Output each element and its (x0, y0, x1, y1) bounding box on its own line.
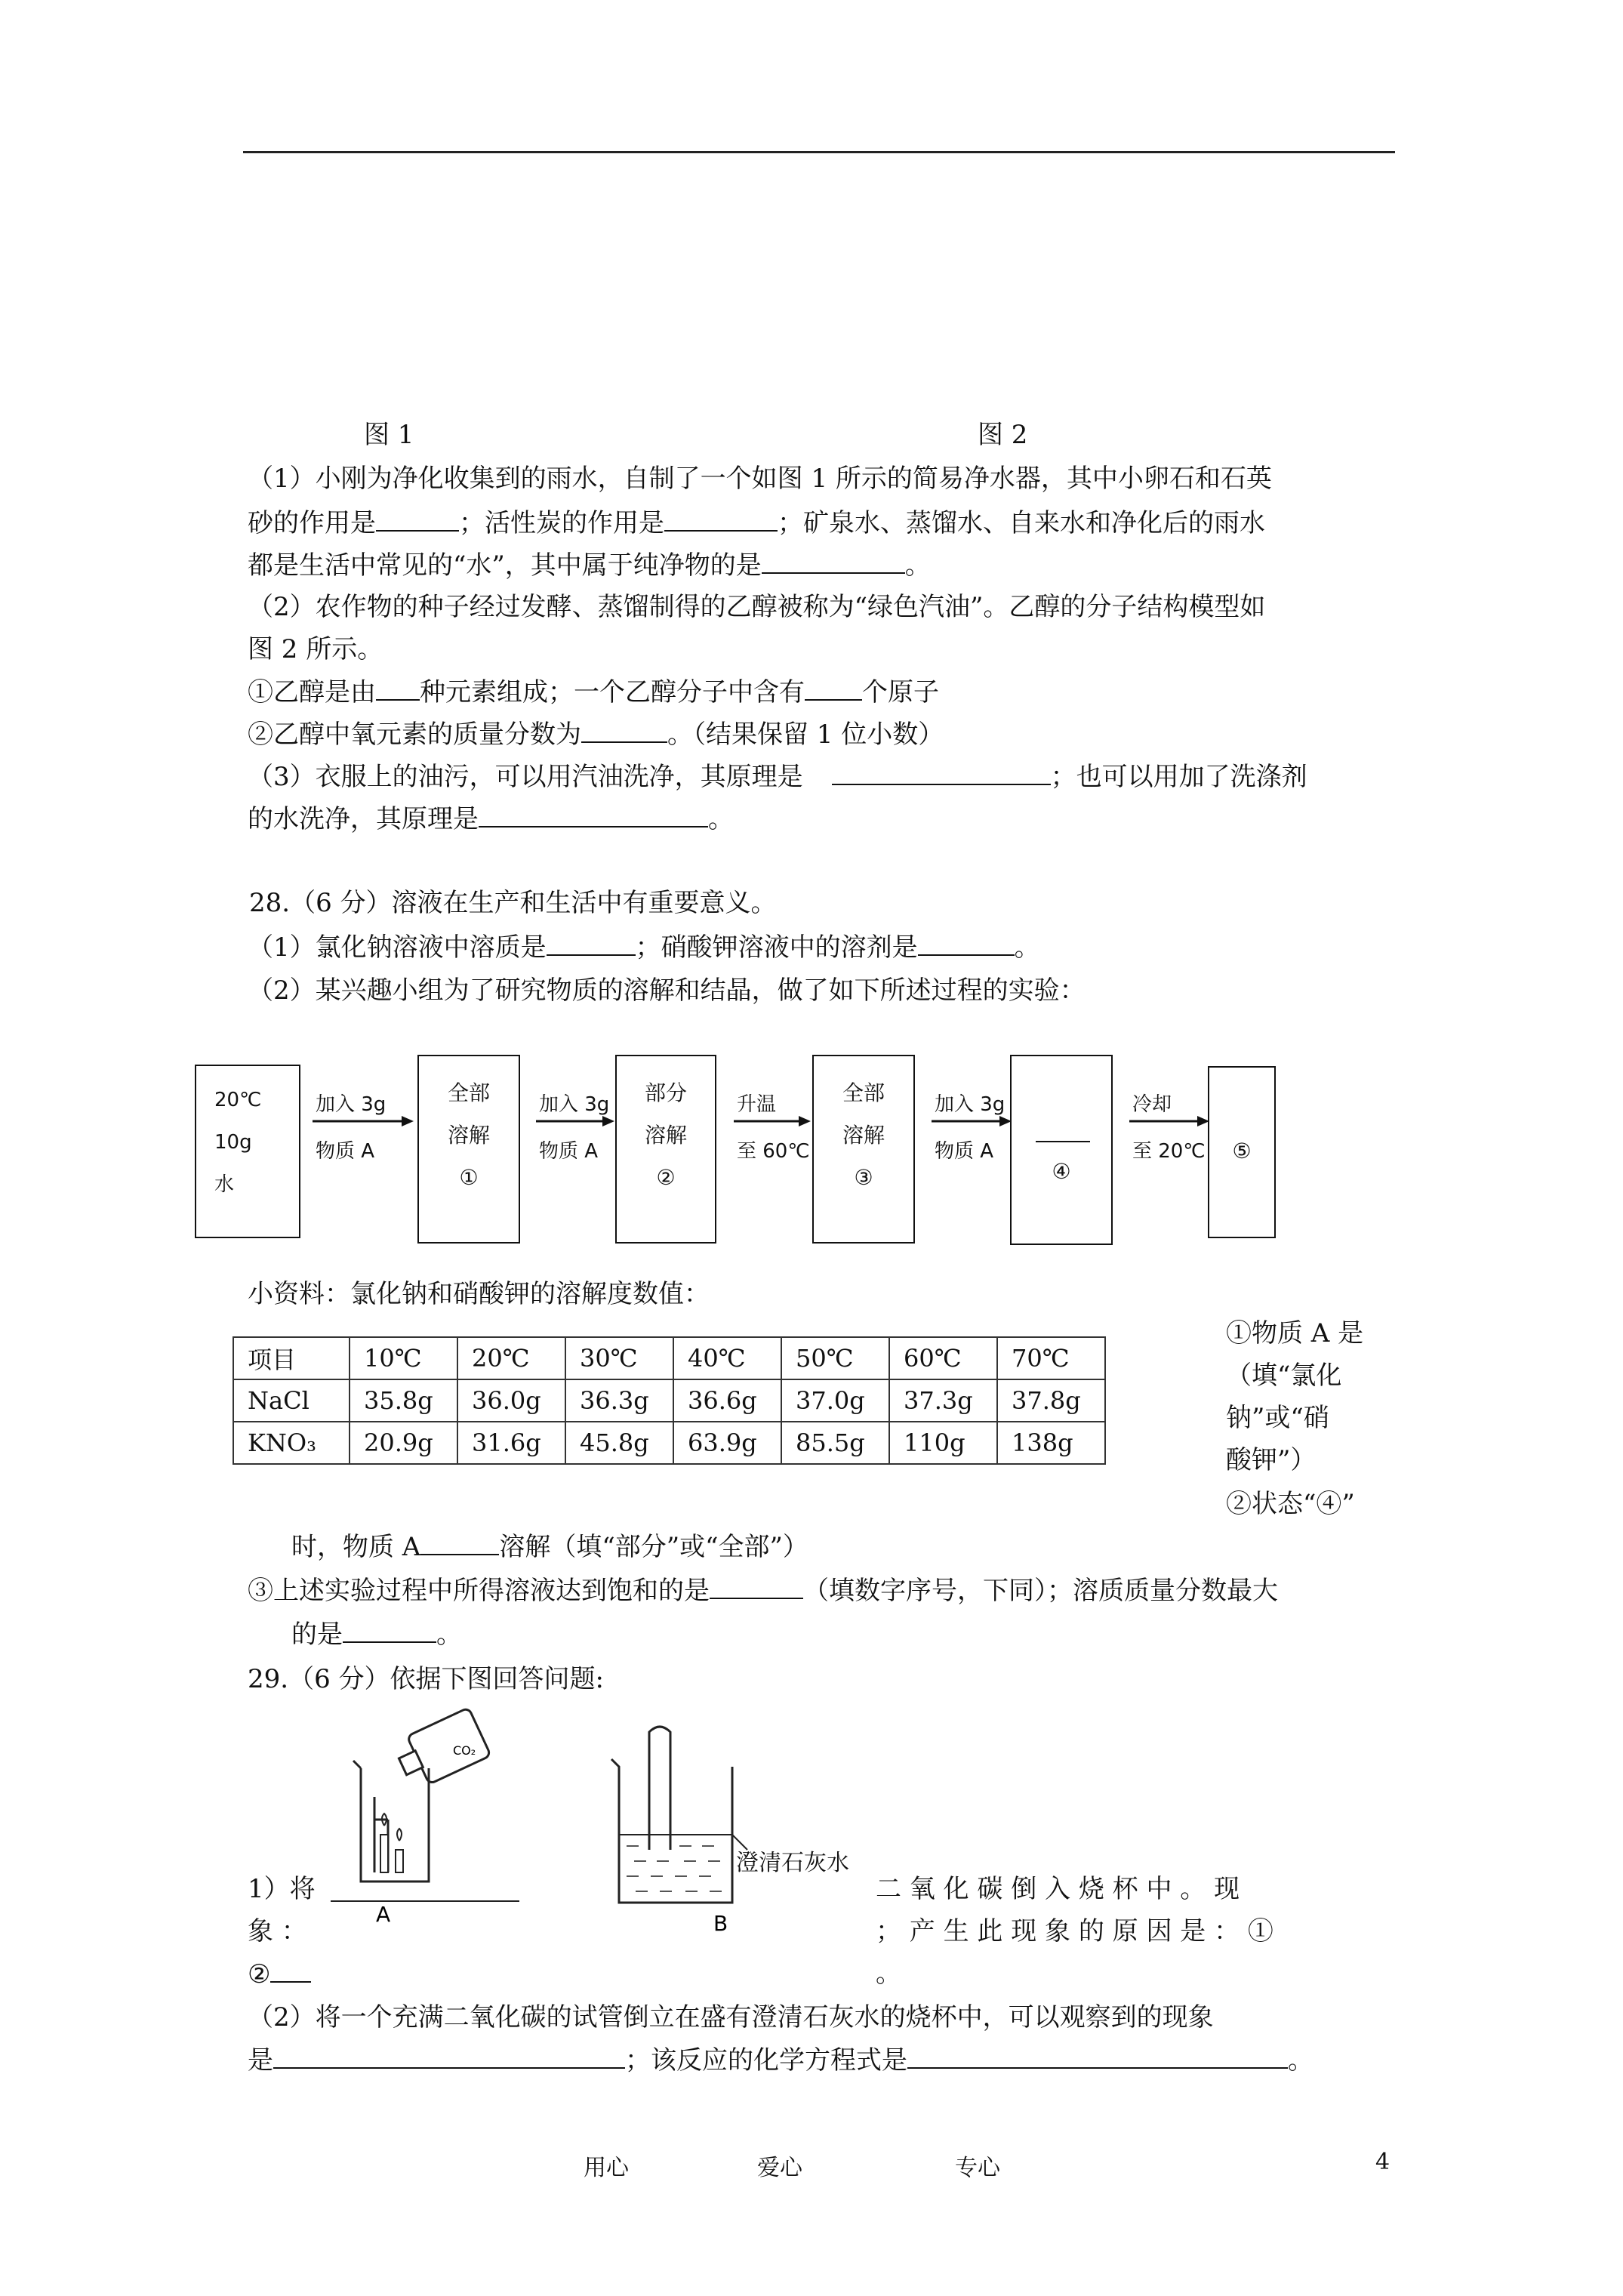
q28-p1: （1）氯化钠溶液中溶质是 ；硝酸钾溶液中的溶剂是 。 (248, 932, 1040, 963)
table-cell: 70℃ (997, 1337, 1105, 1379)
flow-arrow-5-bottom: 至 20℃ (1132, 1140, 1206, 1163)
arrow-right-icon (732, 1114, 815, 1129)
answer-blank[interactable] (832, 761, 1051, 785)
q28-title: 28.（6 分）溶液在生产和生活中有重要意义。 (249, 888, 777, 918)
table-cell: 37.8g (997, 1379, 1105, 1422)
figure-b-label: B (713, 1911, 728, 1933)
table-cell: KNO₃ (233, 1422, 350, 1464)
q28-q3-line1: ③上述实验过程中所得溶液达到饱和的是 （填数字序号，下同）；溶质质量分数最大 (248, 1576, 1278, 1606)
table-cell: 37.0g (781, 1379, 889, 1422)
limewater-label: 澄清石灰水 (736, 1850, 849, 1876)
table-cell: 35.8g (350, 1379, 457, 1422)
table-cell: 60℃ (889, 1337, 997, 1379)
answer-blank[interactable] (805, 676, 862, 701)
flow-box-3: 全部 溶解 ③ (812, 1055, 915, 1244)
table-cell: 85.5g (781, 1422, 889, 1464)
flow-box-4: ④ (1010, 1055, 1113, 1245)
answer-blank[interactable] (664, 507, 778, 532)
answer-blank[interactable] (907, 2045, 1288, 2069)
q29-p1-left2: 象 ： (248, 1916, 307, 1946)
flow-arrow-5-top: 冷却 (1132, 1093, 1172, 1116)
solubility-table (233, 1336, 1106, 1465)
arrow-right-icon (534, 1114, 617, 1129)
q27-p1-line1: （1）小刚为净化收集到的雨水，自制了一个如图 1 所示的简易净水器，其中小卵石和石英 (248, 464, 1272, 494)
table-cell: 40℃ (673, 1337, 781, 1379)
table-cell: 30℃ (565, 1337, 673, 1379)
q29-p1-left3: ② (248, 1959, 311, 1989)
table-cell: 20.9g (350, 1422, 457, 1464)
side-text-3: 钠”或“硝 (1226, 1403, 1329, 1433)
table-row (233, 1379, 1105, 1422)
q29-p1-right2: ； 产 生 此 现 象 的 原 因 是 ： ① (876, 1916, 1273, 1946)
q27-p3-line1: （3）衣服上的油污，可以用汽油洗净，其原理是 ；也可以用加了洗涤剂 (248, 762, 1307, 792)
q29-title: 29.（6 分）依据下图回答问题: (248, 1664, 604, 1694)
answer-blank[interactable] (479, 803, 708, 827)
table-cell: 36.6g (673, 1379, 781, 1422)
table-cell: NaCl (233, 1379, 350, 1422)
table-cell: 138g (997, 1422, 1105, 1464)
answer-blank[interactable] (270, 1959, 311, 1983)
flow-arrow-2-bottom: 物质 A (539, 1140, 599, 1163)
q29-p2-line1: （2）将一个充满二氧化碳的试管倒立在盛有澄清石灰水的烧杯中，可以观察到的现象 (248, 2002, 1214, 2032)
figure-a-co2-pouring (331, 1706, 519, 1925)
footer-item-3: 专心 (955, 2155, 1000, 2181)
arrow-right-icon (311, 1114, 417, 1129)
answer-blank[interactable] (710, 1575, 803, 1599)
q29-p1-right1: 二 氧 化 碳 倒 入 烧 杯 中 。 现 (876, 1874, 1240, 1904)
table-cell: 37.3g (889, 1379, 997, 1422)
flow-arrow-1-top: 加入 3g (316, 1093, 387, 1116)
q29-p1-right3: 。 (876, 1959, 901, 1989)
page-number: 4 (1375, 2149, 1390, 2175)
answer-blank[interactable] (1036, 1141, 1090, 1142)
flow-arrow-2-top: 加入 3g (539, 1093, 610, 1116)
flow-arrow-3-bottom: 至 60℃ (737, 1140, 810, 1163)
q27-p2-item1: ①乙醇是由 种元素组成；一个乙醇分子中含有 个原子 (248, 677, 939, 707)
answer-blank[interactable] (420, 1531, 499, 1555)
table-header-row (233, 1337, 1105, 1379)
answer-blank[interactable] (918, 932, 1015, 956)
answer-blank[interactable] (273, 2045, 625, 2069)
material-title: 小资料：氯化钠和硝酸钾的溶解度数值： (248, 1279, 710, 1309)
flow-arrow-4-bottom: 物质 A (935, 1140, 994, 1163)
table-cell: 项目 (233, 1337, 350, 1379)
table-cell: 110g (889, 1422, 997, 1464)
answer-blank[interactable] (581, 719, 667, 743)
figure-a-label: A (376, 1902, 391, 1925)
figure-b-test-tube (596, 1721, 808, 1933)
q28-q3-line2: 的是 。 (291, 1620, 462, 1650)
flow-box-2: 部分 溶解 ② (615, 1055, 716, 1244)
flow-start-box: 20℃ 10g 水 (195, 1065, 300, 1238)
q29-p1-left1: 1）将 (248, 1874, 316, 1904)
table-cell: 45.8g (565, 1422, 673, 1464)
footer-item-2: 爱心 (757, 2155, 802, 2181)
flow-arrow-4-top: 加入 3g (935, 1093, 1006, 1116)
figure-1-label: 图 1 (364, 420, 414, 450)
answer-blank[interactable] (376, 676, 420, 701)
q27-p1-line3: 都是生活中常见的“水”，其中属于纯净物的是 。 (248, 550, 931, 581)
side-text-4: 酸钾”） (1226, 1445, 1317, 1475)
q28-q2-cont: 时，物质 A 溶解（填“部分”或“全部”） (291, 1532, 808, 1562)
q27-p2-item2: ②乙醇中氧元素的质量分数为 。（结果保留 1 位小数） (248, 720, 944, 750)
table-cell: 63.9g (673, 1422, 781, 1464)
table-cell: 36.0g (457, 1379, 565, 1422)
table-cell: 31.6g (457, 1422, 565, 1464)
q28-p2: （2）某兴趣小组为了研究物质的溶解和结晶，做了如下所述过程的实验： (248, 975, 1086, 1006)
side-text-1: ①物质 A 是 (1226, 1318, 1364, 1348)
table-cell: 20℃ (457, 1337, 565, 1379)
figure-2-label: 图 2 (978, 420, 1028, 450)
table-row (233, 1422, 1105, 1464)
q27-p3-line2: 的水洗净，其原理是 。 (248, 804, 734, 834)
q27-p2-line2: 图 2 所示。 (248, 634, 383, 664)
q27-p1-line2: 砂的作用是 ；活性炭的作用是 ；矿泉水、蒸馏水、自来水和净化后的雨水 (248, 508, 1265, 538)
flow-box-5: ⑤ (1208, 1066, 1276, 1238)
footer-item-1: 用心 (584, 2155, 629, 2181)
q29-p2-line2: 是 ；该反应的化学方程式是 。 (248, 2045, 1313, 2076)
table-cell: 10℃ (350, 1337, 457, 1379)
side-text-2: （填“氯化 (1226, 1361, 1342, 1391)
answer-blank[interactable] (762, 550, 905, 574)
answer-blank[interactable] (343, 1619, 436, 1643)
q27-p2-line1: （2）农作物的种子经过发酵、蒸馏制得的乙醇被称为“绿色汽油”。乙醇的分子结构模型如 (248, 592, 1266, 622)
flow-box-1: 全部 溶解 ① (417, 1055, 520, 1244)
answer-blank[interactable] (547, 932, 636, 956)
co2-label: CO₂ (453, 1743, 476, 1758)
header-rule (243, 151, 1395, 153)
flow-arrow-3-top: 升温 (737, 1093, 777, 1116)
table-cell: 36.3g (565, 1379, 673, 1422)
flow-arrow-1-bottom: 物质 A (316, 1140, 375, 1163)
table-cell: 50℃ (781, 1337, 889, 1379)
side-text-5: ②状态“④” (1226, 1489, 1355, 1519)
answer-blank[interactable] (376, 507, 459, 532)
arrow-right-icon (930, 1114, 1013, 1129)
arrow-right-icon (1128, 1114, 1211, 1129)
